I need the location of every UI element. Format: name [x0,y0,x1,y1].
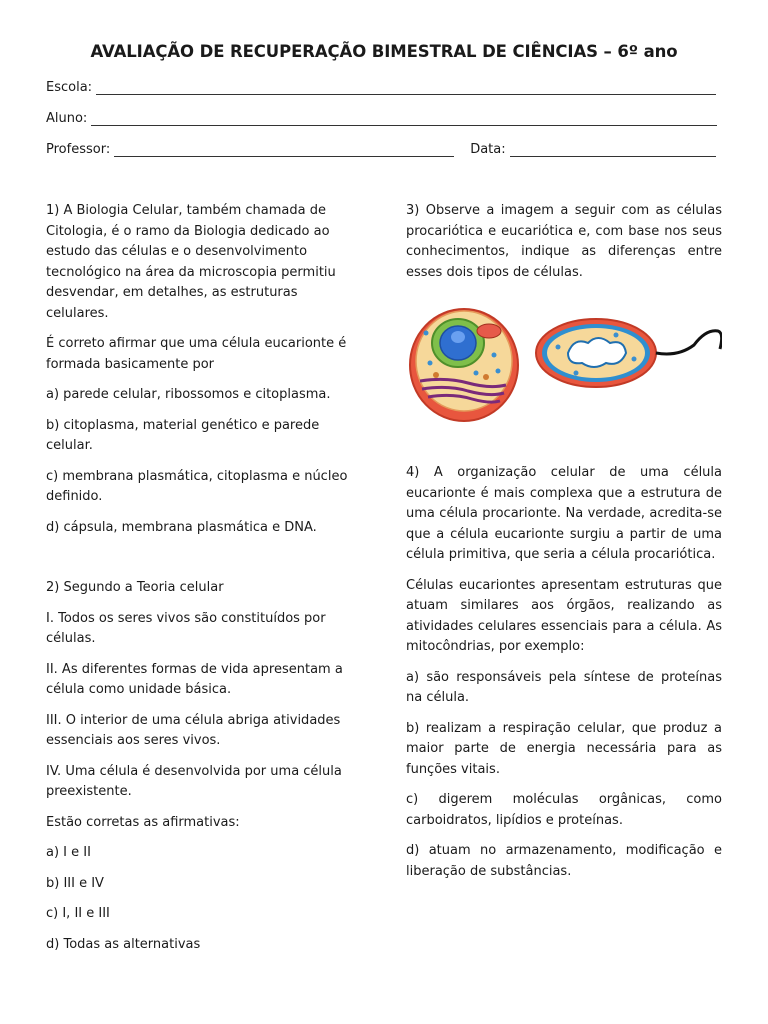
q2-option-a[interactable]: a) I e II [46,845,91,860]
eukaryotic-cell [410,309,518,421]
q2-option-b[interactable]: b) III e IV [46,875,104,891]
aluno-blank[interactable] [91,112,717,126]
q2-statement-4: IV. Uma célula é desenvolvida por uma célula preexistente. [46,763,342,799]
q2-prompt: Estão corretas as afirmativas: [46,814,240,830]
q1-option-d[interactable]: d) cápsula, membrana plasmática e DNA. [46,519,317,535]
professor-blank[interactable] [114,143,454,157]
q1-option-a[interactable]: a) parede celular, ribossomos e citoplasma. [46,387,331,402]
q2-option-d[interactable]: d) Todas as alternativas [46,936,201,952]
q3-text: 3) Observe a imagem a seguir com as células procariótica e eucariótica e, com base nos seus conhecimentos, indique as diferenças entre esses dois tipos de células. [406,203,722,280]
left-column [46,201,364,965]
aluno-label: Aluno: [46,111,88,126]
q4-text: 4) A organização celular de uma célula eucarionte é mais complexa que a estrutura de uma célula procarionte. Na verdade, acredita-se que a célula eucarionte surgiu a partir de uma célula primitiva, que seria a célula procariótica. [406,465,722,562]
escola-label: Escola: [46,80,93,95]
q2-option-c[interactable]: c) I, II e III [46,906,110,921]
q2-statement-1: I. Todos os seres vivos são constituídos por células. [46,610,326,646]
q2-statement-2: II. As diferentes formas de vida apresentam a célula como unidade básica. [46,661,343,697]
prokaryotic-cell [536,319,722,387]
data-blank[interactable] [510,143,716,157]
page-title: AVALIAÇÃO DE RECUPERAÇÃO BIMESTRAL DE CIÊNCIAS – 6º ano [90,42,678,61]
professor-label: Professor: [46,142,111,157]
q2-statement-3: III. O interior de uma célula abriga atividades essenciais aos seres vivos. [46,712,341,748]
right-column [406,201,722,892]
q4-option-a[interactable]: a) são responsáveis pela síntese de proteínas na célula. [406,669,722,705]
q4-option-d[interactable]: d) atuam no armazenamento, modificação e liberação de substâncias. [406,843,722,879]
q1-text: 1) A Biologia Celular, também chamada de Citologia, é o ramo da Biologia dedicado ao estudo das células e o desenvolvimento tecnológico na área da microscopia permitiu desvendar, em detalhes, as estruturas celulares. [46,203,336,321]
professor-field-row [46,142,716,157]
q4-prompt: Células eucariontes apresentam estruturas que atuam similares aos órgãos, realizando as atividades celulares essenciais para a célula. As mitocôndrias, por exemplo: [406,577,722,654]
q4-option-b[interactable]: b) realizam a respiração celular, que produz a maior parte de energia necessária para as funções vitais. [406,720,722,777]
q1-option-b[interactable]: b) citoplasma, material genético e parede celular. [46,417,320,453]
cells-illustration [406,293,722,423]
q1-prompt: É correto afirmar que uma célula eucarionte é formada basicamente por [46,336,347,372]
escola-blank[interactable] [96,81,716,95]
data-label: Data: [470,142,506,157]
escola-field-row [46,80,716,95]
q1-option-c[interactable]: c) membrana plasmática, citoplasma e núcleo definido. [46,468,348,504]
q4-option-c[interactable]: c) digerem moléculas orgânicas, como carboidratos, lipídios e proteínas. [406,792,722,828]
q2-text: 2) Segundo a Teoria celular [46,580,224,595]
aluno-field-row [46,111,717,126]
